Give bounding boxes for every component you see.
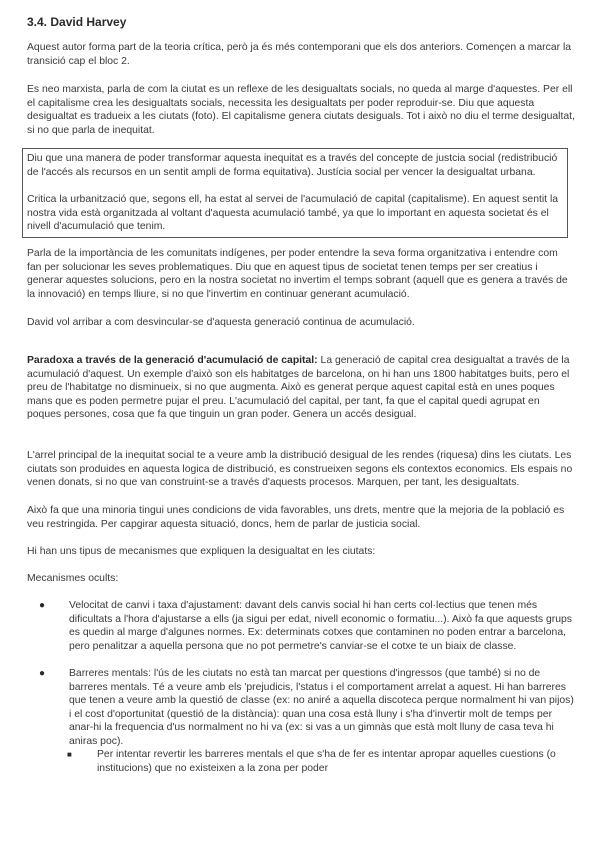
bullet-icon: ● <box>39 600 46 611</box>
paragraph-mechanisms: Hi han uns tipus de mecanismes que expliquen la desigualtat en les ciutats: <box>27 546 376 557</box>
sub-list-item: Per intentar revertir les barreres mentals el que s'ha de fer es intentar apropar aquelles cuestions (o institucions) que no existeixen a la zona per poder <box>97 749 556 774</box>
list-item: Barreres mentals: l'ús de les ciutats no està tan marcat per questions d'ingressos (que també) si no de barreres mentals. Té a veure amb els 'prejudicis, l'status i el comportament arrelat a aquest. Hi han barreres que tenen a veure amb la questió de classe (ex: no aniré a aquella discoteca perque normalment hi van pijos) i el cost d'oportunitat (questió de la distància): quan una cosa està lluny i s'ha d'invertir molt de temps per anar-hi la frequencia d'us normalment no hi va (ex: si vas a un gimnàs que està molt lluny de casa teva hi aniras poc). <box>69 668 574 747</box>
box-paragraph-urbanization: Critica la urbanització que, segons ell, ha estat al servei de l'acumulació de capital (capitalisme). En aquest sentit la nostra vida està organitzada al voltant d'aquesta acumulació també, ya que lo important en aquesta societat és el nivell d'acumulació que tenim. <box>27 194 559 233</box>
paragraph-intro: Aquest autor forma part de la teoria crítica, però ja és més contemporani que els dos anteriors. Començen a marcar la transició cap el bloc 2. <box>27 42 572 67</box>
paragraph-indigenous: Parla de la importància de les comunitats indígenes, per poder entendre la seva forma organitzativa i entendre com fan per solucionar les seves problematiques. Diu que en aquest tipus de societat tenen temps per ser creatius i generar aquestes solucions, pero en la nostra societat no invertim el temps sobrant (aquell que es genera a través de la innovació) en temps lliure, si no que l'invertim en continuar generant acumulació. <box>27 248 568 300</box>
paragraph-inequity-root: L'arrel principal de la inequitat social te a veure amb la distribució desigual de les rendes (riquesa) dins les ciutats. Les ciutats son produides en aquesta logica de distribució, es construeixen segons els contextos economics. Els espais no venen donats, si no que van construint-se a través d'aquests procesos. Marquen, per tant, les desigualtats. <box>27 450 573 489</box>
paradox-text: La generació de capital crea desigualtat a través de la acumulació d'aquest. Un exemple d'això son els habitatges de barcelona, on hi han uns 1800 habitatges buits, pero el preu de l'habitatge no disminueix, si no que augmenta. Això es generat perque aquest capital està en unes poques mans que es poden permetre pujar el preu. L'acumulació del capital, per tant, fa que el capital quedi agrupat en poques persones, cosa que fa que tinguin un gran poder. Genera un accés desigual. <box>27 355 570 421</box>
paragraph-decoupling: David vol arribar a com desvincular-se d'aquesta generació continua de acumulació. <box>27 317 415 328</box>
paragraph-minority: Això fa que una minoria tingui unes condicions de vida favorables, uns drets, mentre que la mejoria de la població es veu restringida. Per capgirar aquesta situació, doncs, hem de parlar de justicia social. <box>27 505 565 530</box>
sub-bullet-icon: ■ <box>67 750 72 759</box>
paragraph-paradox <box>27 354 575 422</box>
paragraph-neo-marxist: Es neo marxista, parla de com la ciutat es un reflexe de les desigualtats socials, no queda al marge d'aquestes. Per ell el capitalisme crea les desigualtats socials, necessita les desigualtats per poder reproduir-se. Diu que aquesta desigualtat es tradueix a les ciutats (foto). El capitalisme genera ciutats desiguals. Tot i això no diu el terme desigualtat, si no que parla de inequitat. <box>27 84 575 136</box>
list-item: Velocitat de canvi i taxa d'ajustament: davant dels canvis social hi han certs col·lectius que tenen més dificultats a l'hora d'ajustarse a ells (ja sigui per edat, nivell economic o formatiu...). Això fa que aquests grups es quedin al marge d'algunes normes. Ex: determinats cotxes que contaminen no poden entrar a barcelona, pero penalitzar a aquella persona que no pot permetre's canviar-se el cotxe te un biaix de classe. <box>69 600 572 652</box>
box-paragraph-justice: Diu que una manera de poder transformar aquesta inequitat es a través del concepte de justcia social (redistribució de l'accés als recursos en un sentit ampli de forma equitativa). Justícia social per vencer la desigualtat urbana. <box>27 153 558 178</box>
paradox-label: Paradoxa a través de la generació d'acumulació de capital: <box>27 355 318 366</box>
paragraph-hidden-mechanisms: Mecanismes ocults: <box>27 573 119 584</box>
bullet-icon: ● <box>39 668 46 679</box>
section-heading: 3.4. David Harvey <box>27 15 127 29</box>
